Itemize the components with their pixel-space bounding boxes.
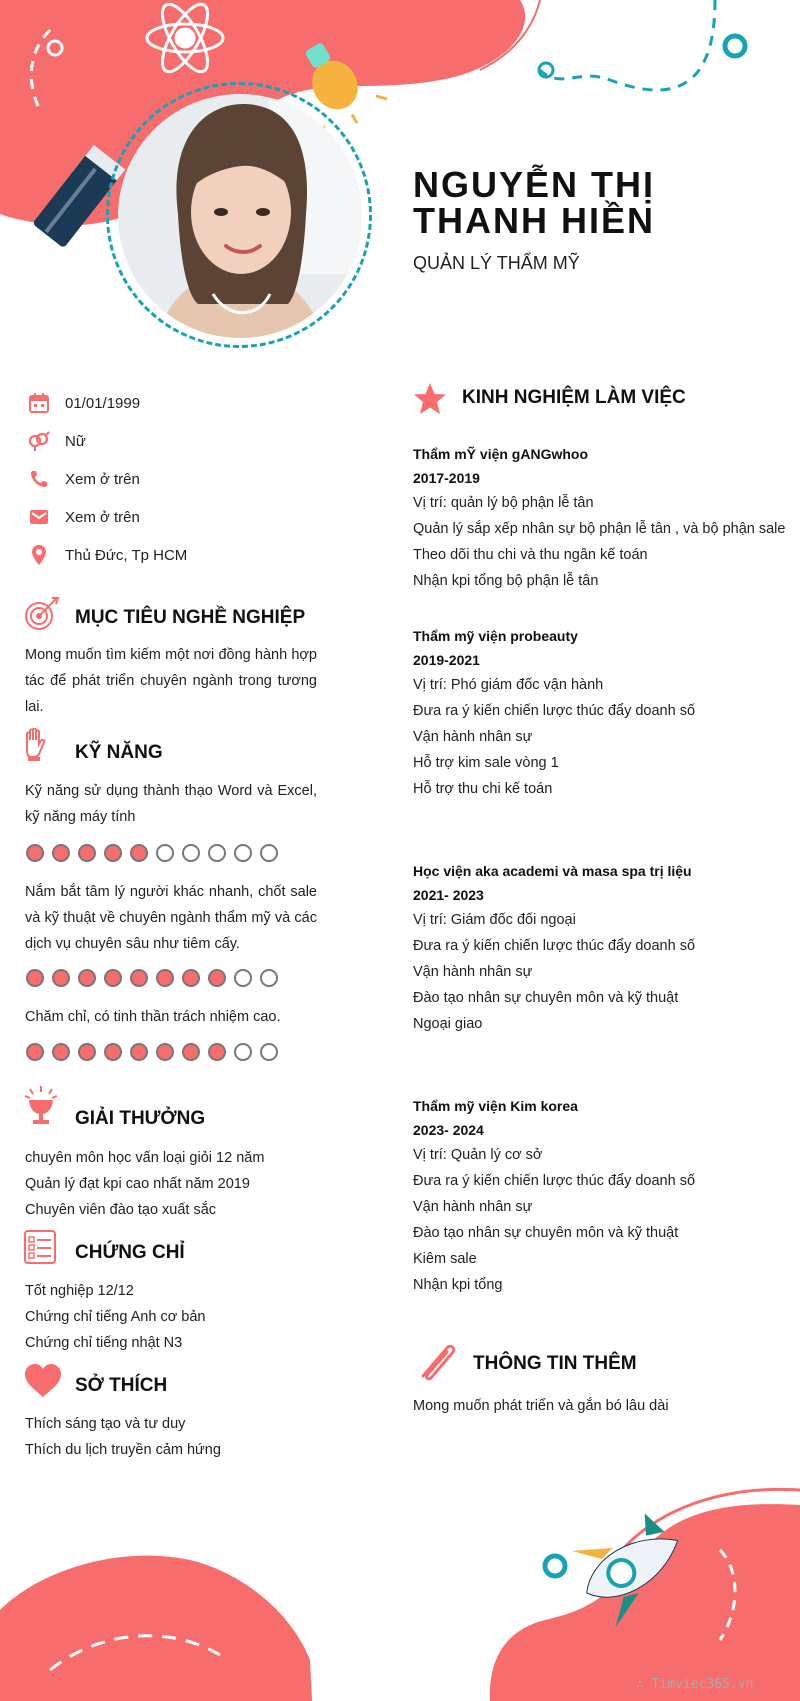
rating-dot-filled xyxy=(104,1043,122,1061)
rating-dot-filled xyxy=(78,1043,96,1061)
rating-dot-empty xyxy=(208,844,226,862)
job-detail: Vị trí: Quản lý cơ sở xyxy=(413,1147,543,1163)
job-detail: Vị trí: Phó giám đốc vận hành xyxy=(413,677,604,693)
job-detail: Đào tạo nhân sự chuyên môn và kỹ thuật xyxy=(413,990,679,1006)
rating-dot-empty xyxy=(260,969,278,987)
certificates-list xyxy=(25,1278,205,1356)
rating-dot-filled xyxy=(104,969,122,987)
certificate-item: Chứng chỉ tiếng Anh cơ bản xyxy=(25,1309,206,1325)
job-entry-3 xyxy=(413,859,783,1037)
contact-row-birthday xyxy=(28,384,187,422)
job-detail: Đưa ra ý kiến chiến lược thúc đẩy doanh số xyxy=(413,703,696,719)
phone-icon xyxy=(28,468,50,490)
candidate-name: NGUYỄN THỊ THANH HIỀN xyxy=(413,164,656,241)
skill-2-rating xyxy=(26,969,278,987)
objective-text: Mong muốn tìm kiếm một nơi đồng hành hợp tác để phát triển chuyên ngành trong tương lai. xyxy=(25,647,317,715)
rating-dot-filled xyxy=(130,844,148,862)
rating-dot-filled xyxy=(52,1043,70,1061)
rating-dot-empty xyxy=(260,1043,278,1061)
rating-dot-empty xyxy=(182,844,200,862)
objective-title: MỤC TIÊU NGHỀ NGHIỆP xyxy=(75,607,306,628)
skill-3-text: Chăm chỉ, có tinh thần trách nhiệm cao. xyxy=(25,1009,281,1025)
rating-dot-filled xyxy=(26,969,44,987)
contact-row-phone xyxy=(28,460,187,498)
rating-dot-filled xyxy=(78,969,96,987)
rating-dot-filled xyxy=(26,1043,44,1061)
candidate-title: QUẢN LÝ THẨM MỸ xyxy=(413,253,580,273)
skill-1-rating xyxy=(26,844,278,862)
paperclip-icon xyxy=(415,1340,459,1384)
contact-row-location xyxy=(28,536,187,574)
certificates-title: CHỨNG CHỈ xyxy=(75,1242,185,1263)
job-detail: Vị trí: quản lý bộ phận lễ tân xyxy=(413,495,594,511)
job-detail: Hỗ trợ thu chi kế toán xyxy=(413,781,553,797)
rating-dot-filled xyxy=(52,844,70,862)
bottom-left-blob xyxy=(0,1556,312,1701)
hobby-item: Thích du lịch truyền cảm hứng xyxy=(25,1442,221,1458)
heart-icon xyxy=(24,1364,62,1398)
rating-dot-empty xyxy=(234,844,252,862)
job-detail: Hỗ trợ kim sale vòng 1 xyxy=(413,755,559,771)
job-detail: Vị trí: Giám đốc đối ngoại xyxy=(413,912,576,928)
contact-list xyxy=(28,384,187,574)
award-item: Chuyên viên đào tạo xuất sắc xyxy=(25,1202,217,1218)
hobbies-list xyxy=(25,1411,221,1463)
job-company: Học viện aka academi và masa spa trị liệu xyxy=(413,863,692,879)
bottom-decoration xyxy=(0,1460,800,1701)
avatar xyxy=(118,94,362,338)
job-detail: Nhận kpi tổng xyxy=(413,1277,503,1293)
rating-dot-filled xyxy=(78,844,96,862)
location-text: Thủ Đức, Tp HCM xyxy=(65,546,188,564)
birthday-text: 01/01/1999 xyxy=(65,394,141,412)
job-entry-4 xyxy=(413,1094,783,1298)
watermark: ∴ Timviec365.vn xyxy=(636,1677,754,1692)
skill-1-text: Kỹ năng sử dụng thành thạo Word và Excel, kỹ năng máy tính xyxy=(25,783,317,825)
rating-dot-empty xyxy=(260,844,278,862)
job-detail: Theo dõi thu chi và thu ngân kế toán xyxy=(413,547,648,563)
more-info-title: THÔNG TIN THÊM xyxy=(473,1353,637,1374)
skill-3-rating xyxy=(26,1043,278,1061)
job-years: 2021- 2023 xyxy=(413,887,484,903)
job-years: 2019-2021 xyxy=(413,652,480,668)
skill-2-text: Nắm bắt tâm lý người khác nhanh, chốt sale và kỹ thuật về chuyên ngành thẩm mỹ và các dịch vụ chuyên sâu như tiêm cấy. xyxy=(25,884,317,952)
gender-icon xyxy=(28,430,50,452)
award-item: chuyên môn học vấn loại giỏi 12 năm xyxy=(25,1150,265,1166)
rating-dot-filled xyxy=(130,1043,148,1061)
rating-dot-empty xyxy=(156,844,174,862)
email-text: Xem ở trên xyxy=(65,508,140,526)
target-icon xyxy=(24,596,60,632)
job-detail: Kiêm sale xyxy=(413,1251,477,1267)
profile-photo xyxy=(110,86,370,346)
job-company: Thẩm mỹ viện probeauty xyxy=(413,628,578,644)
rating-dot-filled xyxy=(182,1043,200,1061)
job-detail: Vận hành nhân sự xyxy=(413,964,533,980)
awards-title: GIẢI THƯỞNG xyxy=(75,1108,206,1129)
job-detail: Ngoại giao xyxy=(413,1016,483,1032)
rating-dot-filled xyxy=(130,969,148,987)
certificate-item: Tốt nghiệp 12/12 xyxy=(25,1283,134,1299)
calendar-icon xyxy=(28,392,50,414)
rating-dot-filled xyxy=(208,969,226,987)
phone-text: Xem ở trên xyxy=(65,470,140,488)
awards-list xyxy=(25,1145,264,1223)
rating-dot-filled xyxy=(182,969,200,987)
job-detail: Đưa ra ý kiến chiến lược thúc đẩy doanh số xyxy=(413,938,696,954)
gender-text: Nữ xyxy=(65,432,86,450)
job-detail: Vận hành nhân sự xyxy=(413,1199,533,1215)
contact-row-email xyxy=(28,498,187,536)
job-detail: Đào tạo nhân sự chuyên môn và kỹ thuật xyxy=(413,1225,679,1241)
award-item: Quản lý đạt kpi cao nhất năm 2019 xyxy=(25,1176,250,1192)
hobbies-title: SỞ THÍCH xyxy=(75,1375,168,1396)
job-detail: Nhận kpi tổng bộ phận lễ tân xyxy=(413,573,599,589)
job-detail: Đưa ra ý kiến chiến lược thúc đẩy doanh số xyxy=(413,1173,696,1189)
certificate-item: Chứng chỉ tiếng nhật N3 xyxy=(25,1335,183,1351)
job-entry-2 xyxy=(413,624,783,802)
rating-dot-filled xyxy=(156,969,174,987)
job-years: 2017-2019 xyxy=(413,470,480,486)
job-entry-1 xyxy=(413,442,786,594)
rating-dot-empty xyxy=(234,1043,252,1061)
rating-dot-empty xyxy=(234,969,252,987)
trophy-icon xyxy=(24,1086,58,1126)
rating-dot-filled xyxy=(52,969,70,987)
certificate-icon xyxy=(24,1230,56,1264)
job-company: Thẩm mỹ viện Kim korea xyxy=(413,1098,578,1114)
hand-icon xyxy=(23,728,49,762)
more-info-text: Mong muốn phát triển và gắn bó lâu dài xyxy=(413,1398,669,1414)
star-icon xyxy=(413,382,447,416)
rating-dot-filled xyxy=(104,844,122,862)
rating-dot-filled xyxy=(208,1043,226,1061)
job-detail: Quản lý sắp xếp nhân sự bộ phận lễ tân , và bộ phận sale xyxy=(413,521,786,537)
contact-row-gender xyxy=(28,422,187,460)
job-company: Thẩm mỸ viện gANGwhoo xyxy=(413,446,589,462)
hobby-item: Thích sáng tạo và tư duy xyxy=(25,1416,186,1432)
experience-title: KINH NGHIỆM LÀM VIỆC xyxy=(462,387,686,408)
location-icon xyxy=(28,544,50,566)
bottom-right-blob xyxy=(490,1504,800,1701)
skills-title: KỸ NĂNG xyxy=(75,742,163,763)
job-detail: Vận hành nhân sự xyxy=(413,729,533,745)
email-icon xyxy=(28,506,50,528)
job-years: 2023- 2024 xyxy=(413,1122,484,1138)
rating-dot-filled xyxy=(26,844,44,862)
rating-dot-filled xyxy=(156,1043,174,1061)
